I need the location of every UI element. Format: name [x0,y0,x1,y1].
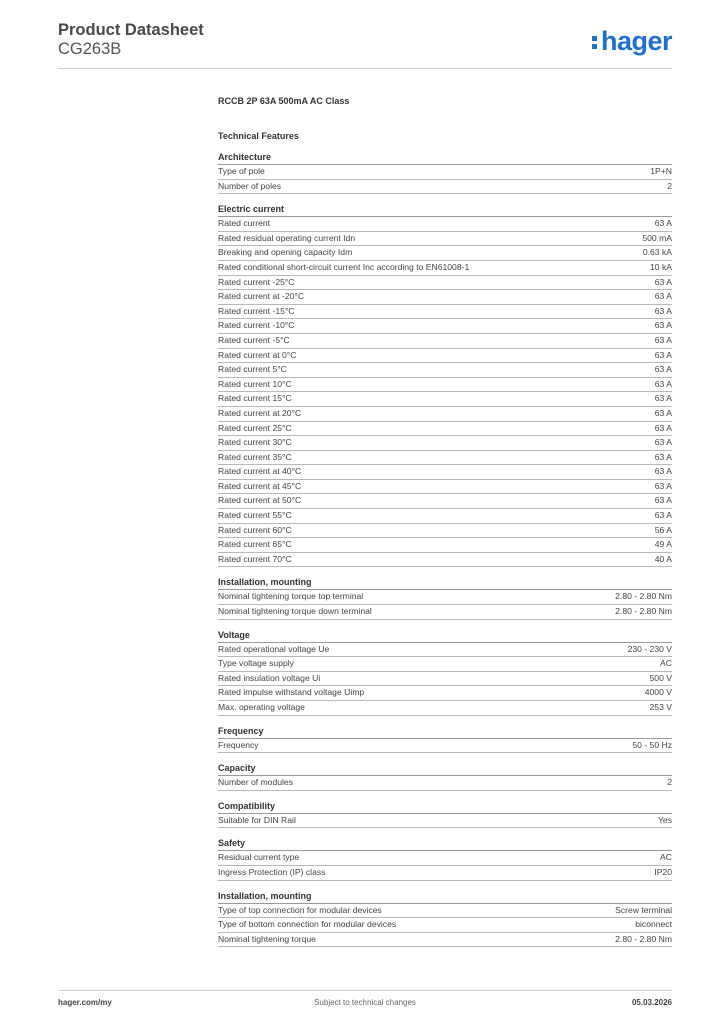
spec-label: Ingress Protection (IP) class [218,866,326,877]
spec-value: 63 A [654,378,672,389]
section-title: Voltage [218,629,672,643]
footer-note: Subject to technical changes [314,998,416,1007]
spec-value: 40 A [654,553,672,564]
spec-row [218,232,672,247]
spec-row [218,451,672,466]
spec-value: 63 A [654,334,672,345]
section-title: Capacity [218,762,672,776]
spec-value: 63 A [654,364,672,375]
spec-row [218,851,672,866]
spec-label: Rated current at 20°C [218,407,302,418]
spec-value: 56 A [654,524,672,535]
spec-value: 50 - 50 Hz [632,739,672,750]
section-title: Safety [218,837,672,851]
spec-row [218,590,672,605]
page-footer [58,998,672,1010]
spec-row [218,686,672,701]
spec-label: Rated current 35°C [218,451,292,462]
spec-label: Rated insulation voltage Ui [218,672,321,683]
spec-row [218,904,672,919]
spec-label: Rated current -5°C [218,334,290,345]
spec-label: Frequency [218,739,259,750]
footer-date: 05.03.2026 [631,998,672,1007]
spec-value: 63 A [654,305,672,316]
spec-label: Rated current -25°C [218,276,295,287]
spec-label: Rated current 60°C [218,524,292,535]
feature-section [218,151,672,194]
spec-value: AC [660,658,672,669]
spec-row [218,553,672,568]
spec-row [218,672,672,687]
spec-row [218,739,672,754]
page-header [58,20,672,70]
footer-divider [58,990,672,991]
spec-row [218,378,672,393]
spec-label: Max. operating voltage [218,702,305,712]
spec-label: Rated current 65°C [218,539,292,550]
spec-label: Rated current at 50°C [218,495,302,506]
spec-value: 500 V [649,672,672,683]
section-title: Frequency [218,725,672,739]
spec-value: 10 kA [650,261,672,272]
spec-row [218,509,672,524]
spec-value: 49 A [654,539,672,550]
spec-value: 63 A [654,218,672,229]
spec-value: 63 A [654,407,672,418]
feature-section [218,629,672,716]
spec-value: 63 A [654,510,672,521]
spec-value: 63 A [654,291,672,302]
spec-value: 63 A [654,393,672,404]
spec-row [218,334,672,349]
spec-value: 63 A [654,276,672,287]
spec-value: Screw terminal [615,904,672,915]
section-title: Electric current [218,203,672,217]
section-title: Architecture [218,151,672,165]
product-code: CG263B [58,40,122,58]
spec-value: 63 A [654,437,672,448]
spec-label: Rated conditional short-circuit current Inc according to EN61008-1 [218,261,470,272]
spec-label: Rated current at 45°C [218,480,302,491]
spec-row [218,701,672,716]
spec-label: Number of poles [218,180,282,191]
spec-value: 2.80 - 2.80 Nm [615,933,672,944]
spec-label: Rated current -15°C [218,305,295,316]
spec-label: Rated operational voltage Ue [218,643,330,654]
spec-row [218,305,672,320]
datasheet-content [218,95,672,956]
spec-value: 2.80 - 2.80 Nm [615,591,672,602]
spec-label: Nominal tightening torque top terminal [218,591,364,602]
spec-row [218,349,672,364]
spec-label: Rated current 10°C [218,378,292,389]
spec-row [218,436,672,451]
spec-value: 2 [667,180,672,191]
section-title: Installation, mounting [218,890,672,904]
spec-value: AC [660,852,672,863]
spec-label: Type of top connection for modular devices [218,904,382,915]
spec-row [218,422,672,437]
spec-label: Rated current 30°C [218,437,292,448]
spec-row [218,814,672,829]
footer-website[interactable]: hager.com/my [58,998,112,1007]
spec-value: 4000 V [644,687,672,698]
spec-value: 1P+N [650,166,672,176]
spec-row [218,290,672,305]
spec-row [218,480,672,495]
spec-label: Suitable for DIN Rail [218,814,296,825]
spec-row [218,494,672,509]
spec-label: Rated current at 40°C [218,466,302,477]
spec-label: Rated current 55°C [218,510,292,521]
feature-section [218,203,672,567]
spec-value: 63 A [654,495,672,506]
section-title: Installation, mounting [218,576,672,590]
feature-section [218,800,672,829]
spec-row [218,538,672,553]
spec-value: 253 V [649,702,672,712]
spec-label: Nominal tightening torque down terminal [218,606,372,617]
spec-value: 63 A [654,466,672,477]
spec-label: Rated impulse withstand voltage Uimp [218,687,365,698]
spec-value: 2 [667,777,672,788]
spec-row [218,918,672,933]
spec-label: Rated current -10°C [218,320,295,331]
spec-label: Type voltage supply [218,658,294,669]
spec-value: 63 A [654,451,672,462]
spec-value: Yes [657,814,672,825]
header-divider [58,68,672,69]
spec-value: biconnect [635,919,672,930]
spec-value: 0.63 kA [642,247,672,258]
spec-label: Rated current 70°C [218,553,292,564]
spec-label: Breaking and opening capacity Idm [218,247,353,258]
spec-label: Type of bottom connection for modular devices [218,919,397,930]
spec-row [218,465,672,480]
spec-label: Rated current at -20°C [218,291,305,302]
spec-value: 63 A [654,480,672,491]
spec-label: Rated current 5°C [218,364,287,375]
spec-row [218,643,672,658]
logo-text: hager [600,26,672,56]
feature-section [218,725,672,754]
spec-row [218,407,672,422]
spec-label: Number of modules [218,777,293,788]
spec-label: Rated current [218,218,271,229]
spec-row [218,392,672,407]
spec-label: Rated current at 0°C [218,349,297,360]
logo-colon-icon [592,34,599,49]
section-title: Compatibility [218,800,672,814]
spec-value: 500 mA [642,232,672,243]
spec-row [218,180,672,195]
spec-row [218,363,672,378]
spec-row [218,217,672,232]
spec-row [218,261,672,276]
spec-label: Rated residual operating current Idn [218,232,356,243]
spec-row [218,866,672,881]
hager-logo [592,26,672,56]
feature-section [218,837,672,880]
spec-value: 63 A [654,349,672,360]
spec-row [218,933,672,948]
feature-section [218,762,672,791]
spec-value: IP20 [654,866,672,877]
feature-section [218,576,672,619]
spec-row [218,776,672,791]
spec-value: 2.80 - 2.80 Nm [615,606,672,617]
features-title: Technical Features [218,131,299,141]
feature-sections [218,151,672,947]
spec-value: 230 - 230 V [627,643,672,654]
spec-row [218,657,672,672]
spec-label: Rated current 15°C [218,393,292,404]
spec-row [218,319,672,334]
spec-label: Nominal tightening torque [218,933,316,944]
spec-label: Residual current type [218,852,300,863]
spec-label: Rated current 25°C [218,422,292,433]
spec-label: Type of pole [218,166,265,176]
spec-row [218,165,672,180]
spec-value: 63 A [654,320,672,331]
spec-value: 63 A [654,422,672,433]
spec-row [218,246,672,261]
spec-row [218,524,672,539]
spec-row [218,276,672,291]
feature-section [218,890,672,948]
product-title: RCCB 2P 63A 500mA AC Class [218,96,350,106]
document-title: Product Datasheet [58,21,204,39]
spec-row [218,605,672,620]
